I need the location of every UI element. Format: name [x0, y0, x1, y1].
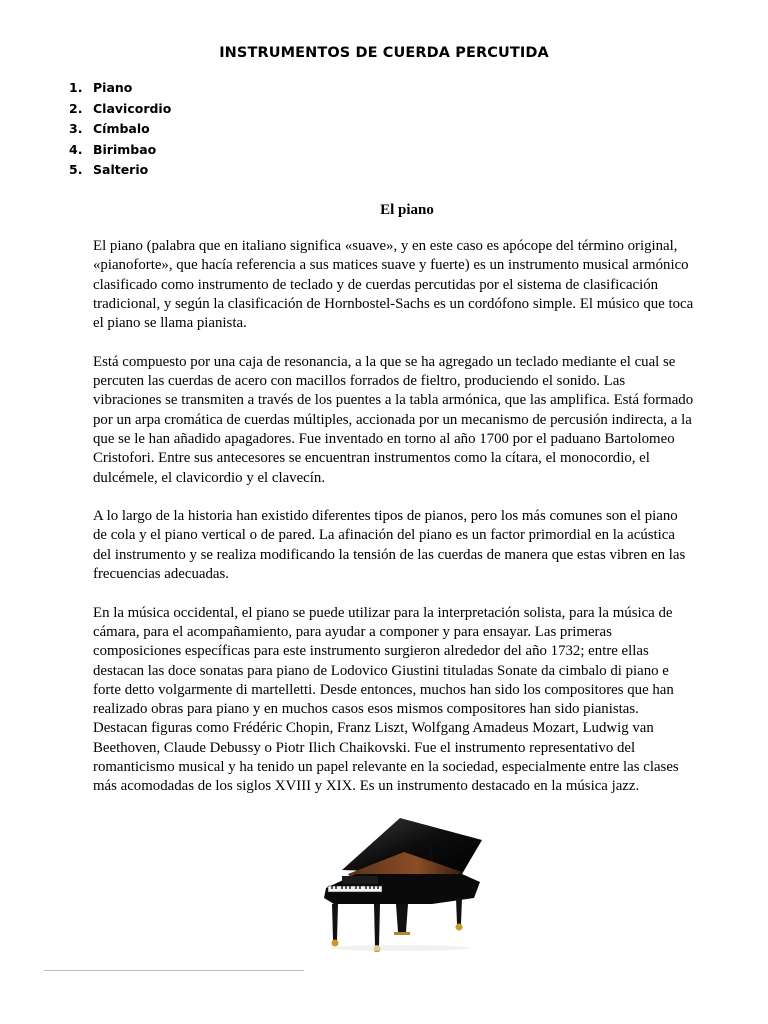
grand-piano-image — [312, 812, 488, 952]
text-line: composiciones específicas para este instrumento surgieron alrededor del año 1732; entre ellas — [93, 643, 649, 660]
page-title: INSTRUMENTOS DE CUERDA PERCUTIDA — [219, 45, 549, 61]
list-number: 2. — [69, 100, 83, 116]
paragraph — [93, 237, 725, 333]
text-line: Beethoven, Claude Debussy o Piotr Ilich Chaikovski. Fue el instrumento representativo del — [93, 739, 636, 756]
list-label: Birimbao — [93, 141, 157, 157]
text-line: frecuencias adecuadas. — [93, 566, 229, 583]
text-line: A lo largo de la historia han existido diferentes tipos de pianos, pero los más comunes son el piano — [93, 508, 678, 525]
list-item — [69, 160, 171, 181]
text-line: Está compuesto por una caja de resonancia, a la que se ha agregado un teclado mediante el cual se — [93, 353, 676, 370]
text-line: romanticismo musical y ha tenido un papel relevante en la sociedad, especialmente entre las clases — [93, 759, 679, 776]
text-line: Cristofori. Entre sus antecesores se encuentran instrumentos como la cítara, el monocordio, el — [93, 450, 650, 467]
list-item — [69, 78, 171, 99]
list-number: 4. — [69, 141, 83, 157]
paragraph — [93, 353, 725, 488]
list-label: Clavicordio — [93, 100, 172, 116]
footnote-separator — [44, 970, 304, 971]
text-line: de cola y el piano vertical o de pared. La afinación del piano es un factor primordial en la acústica — [93, 527, 675, 544]
text-line: forte detto volgarmente di martelletti. Desde entonces, muchos han sido los compositores que han — [93, 681, 674, 698]
text-line: clasificado como instrumento de teclado y de cuerdas percutidas por el sistema de clasificación — [93, 276, 659, 293]
text-line: destacan las doce sonatas para piano de Lodovico Giustini tituladas Sonate da cimbalo di piano e — [93, 662, 669, 679]
text-line: En la música occidental, el piano se puede utilizar para la interpretación solista, para la música de — [93, 604, 673, 621]
list-number: 5. — [69, 162, 83, 177]
list-number: 3. — [69, 121, 83, 136]
text-line: cámara, para el acompañamiento, para ayudar a componer y para ensayar. Las primeras — [93, 623, 612, 640]
list-item — [69, 119, 171, 140]
text-line: percuten las cuerdas de acero con macillos forrados de fieltro, produciendo el sonido. Las — [93, 373, 626, 390]
paragraph — [93, 507, 725, 584]
list-item — [69, 99, 171, 120]
text-line: tradicional, y según la clasificación de Hornbostel-Sachs es un cordófono simple. El músico que toca — [93, 295, 694, 312]
text-line: «pianoforte», que hacía referencia a sus matices suave y fuerte) es un instrumento musical armónico — [93, 257, 689, 274]
text-line: el piano se llama pianista. — [93, 315, 247, 332]
text-line: vibraciones se transmiten a través de los puentes a la tabla armónica, que las amplifica. Está formado — [93, 392, 694, 409]
body-text — [93, 237, 725, 816]
text-line: que se le han añadido apagadores. Fue inventado en torno al año 1700 por el paduano Bartolomeo — [93, 430, 675, 447]
list-item — [69, 140, 171, 161]
list-label: Salterio — [93, 162, 149, 177]
text-line: El piano (palabra que en italiano significa «suave», y en este caso es apócope del término original, — [93, 238, 678, 254]
text-line: del instrumento y se realiza modificando la tensión de las cuerdas de manera que estas vibren en las — [93, 546, 686, 563]
instrument-list — [69, 78, 171, 181]
list-label: Címbalo — [93, 121, 150, 136]
text-line: por un arpa cromática de cuerdas múltiples, accionada por un mecanismo de percusión indirecta, a la — [93, 411, 692, 428]
paragraph — [93, 604, 725, 797]
section-heading: El piano — [380, 202, 434, 218]
text-line: más acomodadas de los siglos XVIII y XIX. Es un instrumento destacado en la música jazz. — [93, 778, 640, 795]
list-label: Piano — [93, 80, 133, 95]
text-line: realizado obras para piano y en muchos casos esos mismos compositores han sido pianistas. — [93, 701, 639, 718]
text-line: Destacan figuras como Frédéric Chopin, Franz Liszt, Wolfgang Amadeus Mozart, Ludwig van — [93, 720, 654, 737]
list-number: 1. — [69, 80, 83, 95]
text-line: dulcémele, el clavicordio y el clavecín. — [93, 469, 326, 486]
